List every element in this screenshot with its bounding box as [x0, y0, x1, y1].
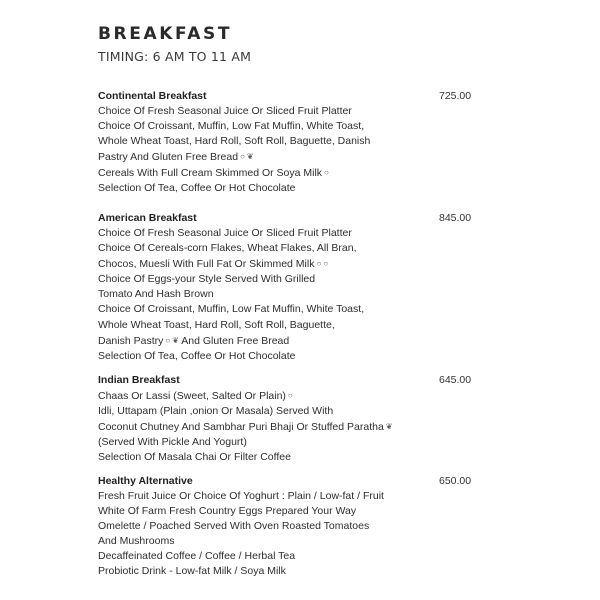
menu-item-description-text: Omelette / Poached Served With Oven Roasted Tomatoes: [98, 520, 370, 533]
menu-item-description-line: [98, 165, 498, 181]
menu-item-description-text: Whole Wheat Toast, Hard Roll, Soft Roll, Baguette, Danish: [98, 135, 371, 148]
menu-item-description-text: Choice Of Croissant, Muffin, Low Fat Muffin, White Toast,: [98, 120, 365, 133]
vegetarian-mark-icon: ○: [316, 259, 322, 269]
gluten-mark-icon: ❦: [246, 152, 254, 162]
menu-section-indian: [98, 373, 498, 465]
menu-item-description-line: [98, 388, 498, 404]
menu-item-description-text: Choice Of Croissant, Muffin, Low Fat Muffin, White Toast,: [98, 303, 365, 316]
menu-item-description-text: Selection Of Masala Chai Or Filter Coffee: [98, 451, 291, 464]
menu-item-name: Healthy Alternative: [98, 475, 193, 487]
menu-item-description-text: Chocos, Muesli With Full Fat Or Skimmed Milk: [98, 258, 315, 271]
menu-item-description-line: [98, 149, 498, 165]
menu-item-description-text: Chaas Or Lassi (Sweet, Salted Or Plain): [98, 390, 286, 402]
menu-item-name: Indian Breakfast: [98, 374, 180, 386]
menu-item-description-line: [98, 181, 498, 196]
menu-item-description-text: Choice Of Fresh Seasonal Juice Or Sliced Fruit Platter: [98, 105, 352, 117]
menu-item-description-text: Whole Wheat Toast, Hard Roll, Soft Roll, Baguette,: [98, 318, 335, 331]
menu-item-price: 725.00: [439, 90, 472, 102]
vegetarian-mark-icon: ○: [323, 259, 329, 269]
gluten-mark-icon: ❦: [172, 335, 179, 345]
menu-item-description-line: [98, 134, 498, 149]
menu-item-description-text: Choice Of Eggs-your Style Served With Grilled: [98, 273, 316, 286]
menu-item-description-line: [98, 450, 498, 465]
menu-item-description-line: [98, 435, 498, 450]
menu-timing: TIMING: 6 AM TO 11 AM: [98, 49, 252, 64]
menu-item-description-line: [98, 504, 498, 519]
gluten-mark-icon: ❦: [385, 422, 393, 432]
vegetarian-mark-icon: ○: [324, 168, 329, 178]
menu-item-description-line: [98, 119, 498, 134]
menu-item-description-text: White Of Farm Fresh Country Eggs Prepared Your Way: [98, 505, 357, 518]
menu-item-description-line: [98, 287, 498, 302]
menu-item-description-line: [98, 256, 498, 272]
menu-item-description-line: [98, 349, 498, 364]
menu-item-name: American Breakfast: [98, 212, 197, 224]
menu-section-healthy: [98, 474, 498, 580]
menu-item-description-text: Selection Of Tea, Coffee Or Hot Chocolate: [98, 349, 296, 362]
menu-item-description-text: Cereals With Full Cream Skimmed Or Soya Milk: [98, 167, 323, 180]
menu-item-description-line: [98, 272, 498, 287]
menu-item-price: 845.00: [439, 212, 472, 224]
menu-item-description-line: [98, 241, 498, 256]
menu-item-description-text: And Mushrooms: [98, 535, 175, 548]
menu-item-description-text: Choice Of Cereals-corn Flakes, Wheat Flakes, All Bran,: [98, 242, 357, 255]
menu-item-description-text: Tomato And Hash Brown: [98, 288, 214, 301]
vegetarian-mark-icon: ○: [287, 391, 293, 400]
menu-item-description-text: Danish Pastry: [98, 334, 164, 347]
vegetarian-mark-icon: ○: [240, 152, 245, 162]
menu-item-description-text: (Served With Pickle And Yogurt): [98, 436, 247, 449]
menu-item-price: 645.00: [439, 374, 472, 386]
menu-item-description-text: Idli, Uttapam (Plain ,onion Or Masala) Served With: [98, 405, 334, 418]
menu-section-american: [98, 211, 498, 364]
menu-item-description-text: Fresh Fruit Juice Or Choice Of Yoghurt : Plain / Low-fat / Fruit: [98, 490, 384, 502]
menu-item-description-text: Coconut Chutney And Sambhar Puri Bhaji Or Stuffed Paratha: [98, 421, 384, 434]
menu-item-description-line: [98, 318, 498, 333]
menu-item-price: 650.00: [439, 475, 472, 487]
menu-item-description-text: Selection Of Tea, Coffee Or Hot Chocolate: [98, 182, 296, 195]
menu-item-description-line: [98, 333, 498, 349]
menu-item-description-line: [98, 489, 498, 504]
menu-item-description-line: [98, 419, 498, 435]
menu-item-description-text: Probiotic Drink - Low-fat Milk / Soya Milk: [98, 565, 286, 578]
menu-item-description-line: [98, 226, 498, 241]
menu-item-description-line: [98, 404, 498, 419]
menu-item-description-line: [98, 549, 498, 564]
menu-title: BREAKFAST: [98, 24, 233, 44]
vegetarian-mark-icon: ○: [165, 335, 171, 345]
menu-item-description-text: Decaffeinated Coffee / Coffee / Herbal Tea: [98, 550, 296, 563]
menu-item-description-line: [98, 519, 498, 534]
menu-item-description-line: [98, 302, 498, 317]
menu-item-description-line: [98, 104, 498, 119]
menu-item-description-suffix: And Gluten Free Bread: [178, 334, 290, 347]
menu-item-description-text: Pastry And Gluten Free Bread: [98, 151, 239, 164]
menu-item-description-text: Choice Of Fresh Seasonal Juice Or Sliced Fruit Platter: [98, 227, 352, 239]
menu-item-name: Continental Breakfast: [98, 90, 207, 102]
menu-section-continental: [98, 89, 498, 197]
menu-item-description-line: [98, 564, 498, 579]
menu-item-description-line: [98, 534, 498, 549]
